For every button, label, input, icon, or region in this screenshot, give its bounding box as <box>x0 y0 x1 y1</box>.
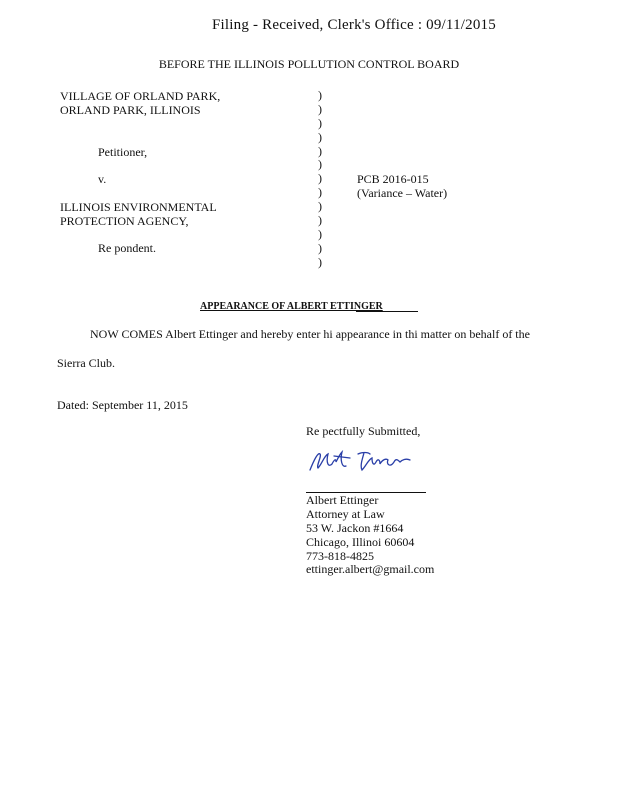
paren: ) <box>318 101 322 116</box>
paren: ) <box>318 115 322 130</box>
attorney-name: Albert Ettinger <box>306 493 379 507</box>
petitioner-name-line1: VILLAGE OF ORLAND PARK, <box>60 89 221 103</box>
paren: ) <box>318 88 322 102</box>
paren: ) <box>318 240 322 255</box>
email-address: ettinger.albert@gmail.com <box>306 562 435 577</box>
signature-block <box>306 494 434 577</box>
paren: ) <box>318 143 322 158</box>
paren: ) <box>318 199 322 214</box>
phone-number: 773-818-4825 <box>306 548 374 563</box>
handwritten-signature <box>306 446 416 476</box>
paren: ) <box>318 185 322 200</box>
paren: ) <box>318 226 322 241</box>
paren: ) <box>318 254 322 269</box>
date-line: Dated: September 11, 2015 <box>57 398 188 412</box>
case-type: (Variance – Water) <box>357 186 448 200</box>
respondent-name-line1: ILLINOIS ENVIRONMENTAL <box>60 200 217 214</box>
filing-stamp: Filing - Received, Clerk's Office : 09/11/2015 <box>212 17 496 33</box>
body-text-line1: NOW COMES Albert Ettinger and hereby enter hi appearance in thi matter on behalf of the <box>90 327 530 341</box>
respondent-name-line2: PROTECTION AGENCY, <box>60 214 189 228</box>
title-underline-rule <box>356 311 418 312</box>
respondent-role: Re pondent. <box>98 241 156 255</box>
case-number: PCB 2016-015 <box>357 172 429 186</box>
versus-label: v. <box>98 172 107 186</box>
address-line1: 53 W. Jackon #1664 <box>306 520 404 535</box>
paren: ) <box>318 129 322 144</box>
closing-line: Re pectfully Submitted, <box>306 424 421 438</box>
paren: ) <box>318 171 322 186</box>
body-text-line2: Sierra Club. <box>57 356 115 370</box>
board-heading: BEFORE THE ILLINOIS POLLUTION CONTROL BOARD <box>158 57 460 71</box>
address-line2: Chicago, Illinoi 60604 <box>306 534 415 549</box>
document-title: APPEARANCE OF ALBERT ETTINGER <box>200 301 383 312</box>
petitioner-name-line2: ORLAND PARK, ILLINOIS <box>60 103 201 117</box>
caption-parentheses <box>318 89 322 270</box>
attorney-title: Attorney at Law <box>306 506 385 521</box>
petitioner-role: Petitioner, <box>98 145 148 159</box>
paren: ) <box>318 157 322 172</box>
paren: ) <box>318 213 322 228</box>
